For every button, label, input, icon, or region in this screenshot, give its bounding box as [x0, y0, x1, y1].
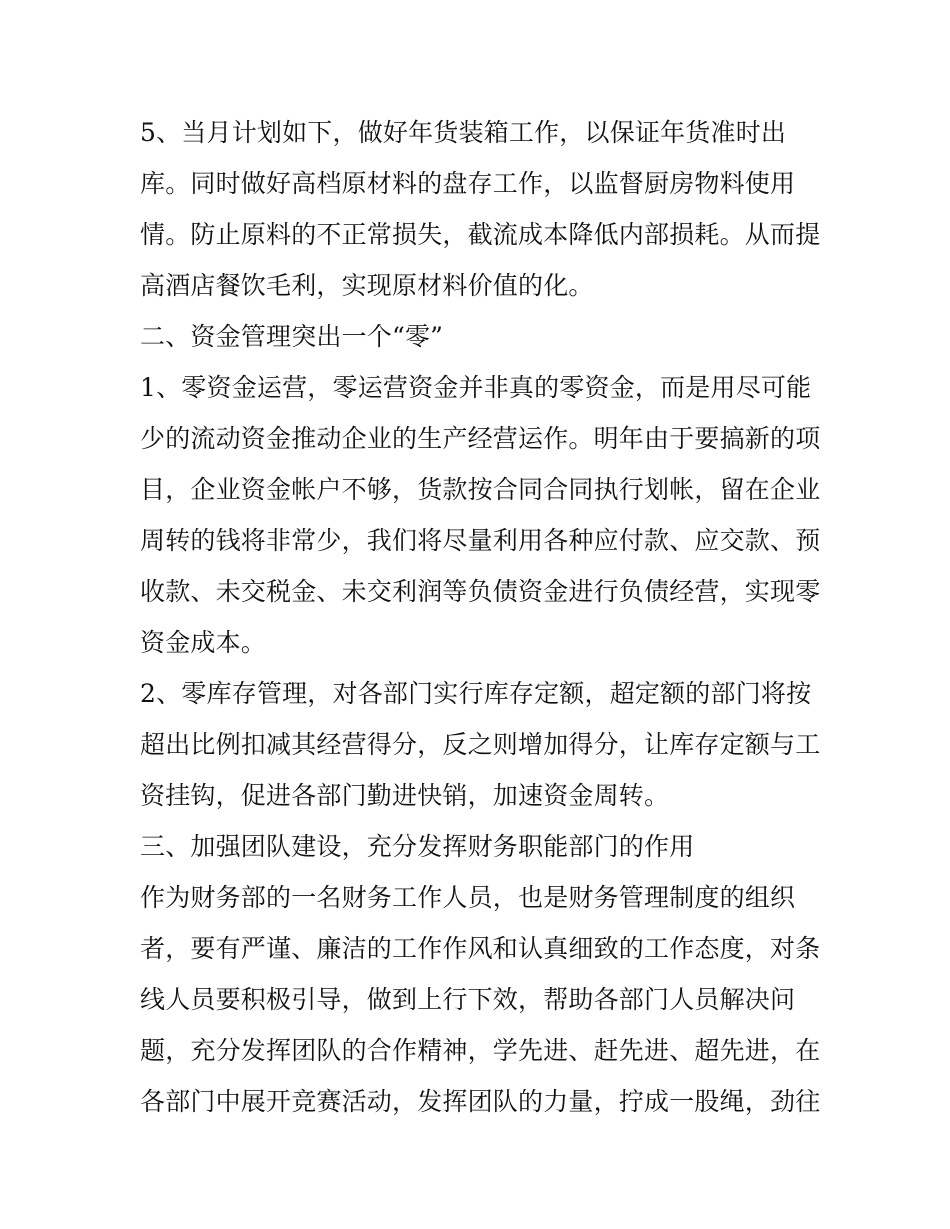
text-line: 超出比例扣减其经营得分，反之则增加得分，让库存定额与工	[140, 730, 821, 759]
text-line: 题，充分发挥团队的合作精神，学先进、赶先进、超先进，在	[140, 1036, 821, 1065]
text-line: 情。防止原料的不正常损失，截流成本降低内部损耗。从而提	[140, 220, 821, 249]
text-line: 资金成本。	[140, 628, 267, 657]
section-heading: 二、资金管理突出一个“零”	[140, 322, 444, 351]
text-line: 5、当月计划如下，做好年货装箱工作，以保证年货准时出	[140, 118, 787, 147]
document-body	[140, 107, 820, 1127]
text-line: 目，企业资金帐户不够，货款按合同合同执行划帐，留在企业	[140, 475, 821, 504]
text-line: 库。同时做好高档原材料的盘存工作，以监督厨房物料使用	[140, 169, 796, 198]
section-heading: 三、加强团队建设，充分发挥财务职能部门的作用	[140, 832, 695, 861]
text-line: 少的流动资金推动企业的生产经营运作。明年由于要搞新的项	[140, 424, 821, 453]
text-line: 2、零库存管理，对各部门实行库存定额，超定额的部门将按	[140, 679, 812, 708]
text-line: 高酒店餐饮毛利，实现原材料价值的化。	[140, 271, 594, 300]
text-line: 线人员要积极引导，做到上行下效，帮助各部门人员解决问	[140, 985, 796, 1014]
text-line: 周转的钱将非常少，我们将尽量利用各种应付款、应交款、预	[140, 526, 821, 555]
text-line: 作为财务部的一名财务工作人员，也是财务管理制度的组织	[140, 883, 796, 912]
text-line: 者，要有严谨、廉洁的工作作风和认真细致的工作态度，对条	[140, 934, 821, 963]
text-line: 各部门中展开竞赛活动，发挥团队的力量，拧成一股绳，劲往	[140, 1087, 821, 1116]
text-line: 资挂钩，促进各部门勤进快销，加速资金周转。	[140, 781, 670, 810]
text-line: 1、零资金运营，零运营资金并非真的零资金，而是用尽可能	[140, 373, 812, 402]
text-line: 收款、未交税金、未交利润等负债资金进行负债经营，实现零	[140, 577, 821, 606]
